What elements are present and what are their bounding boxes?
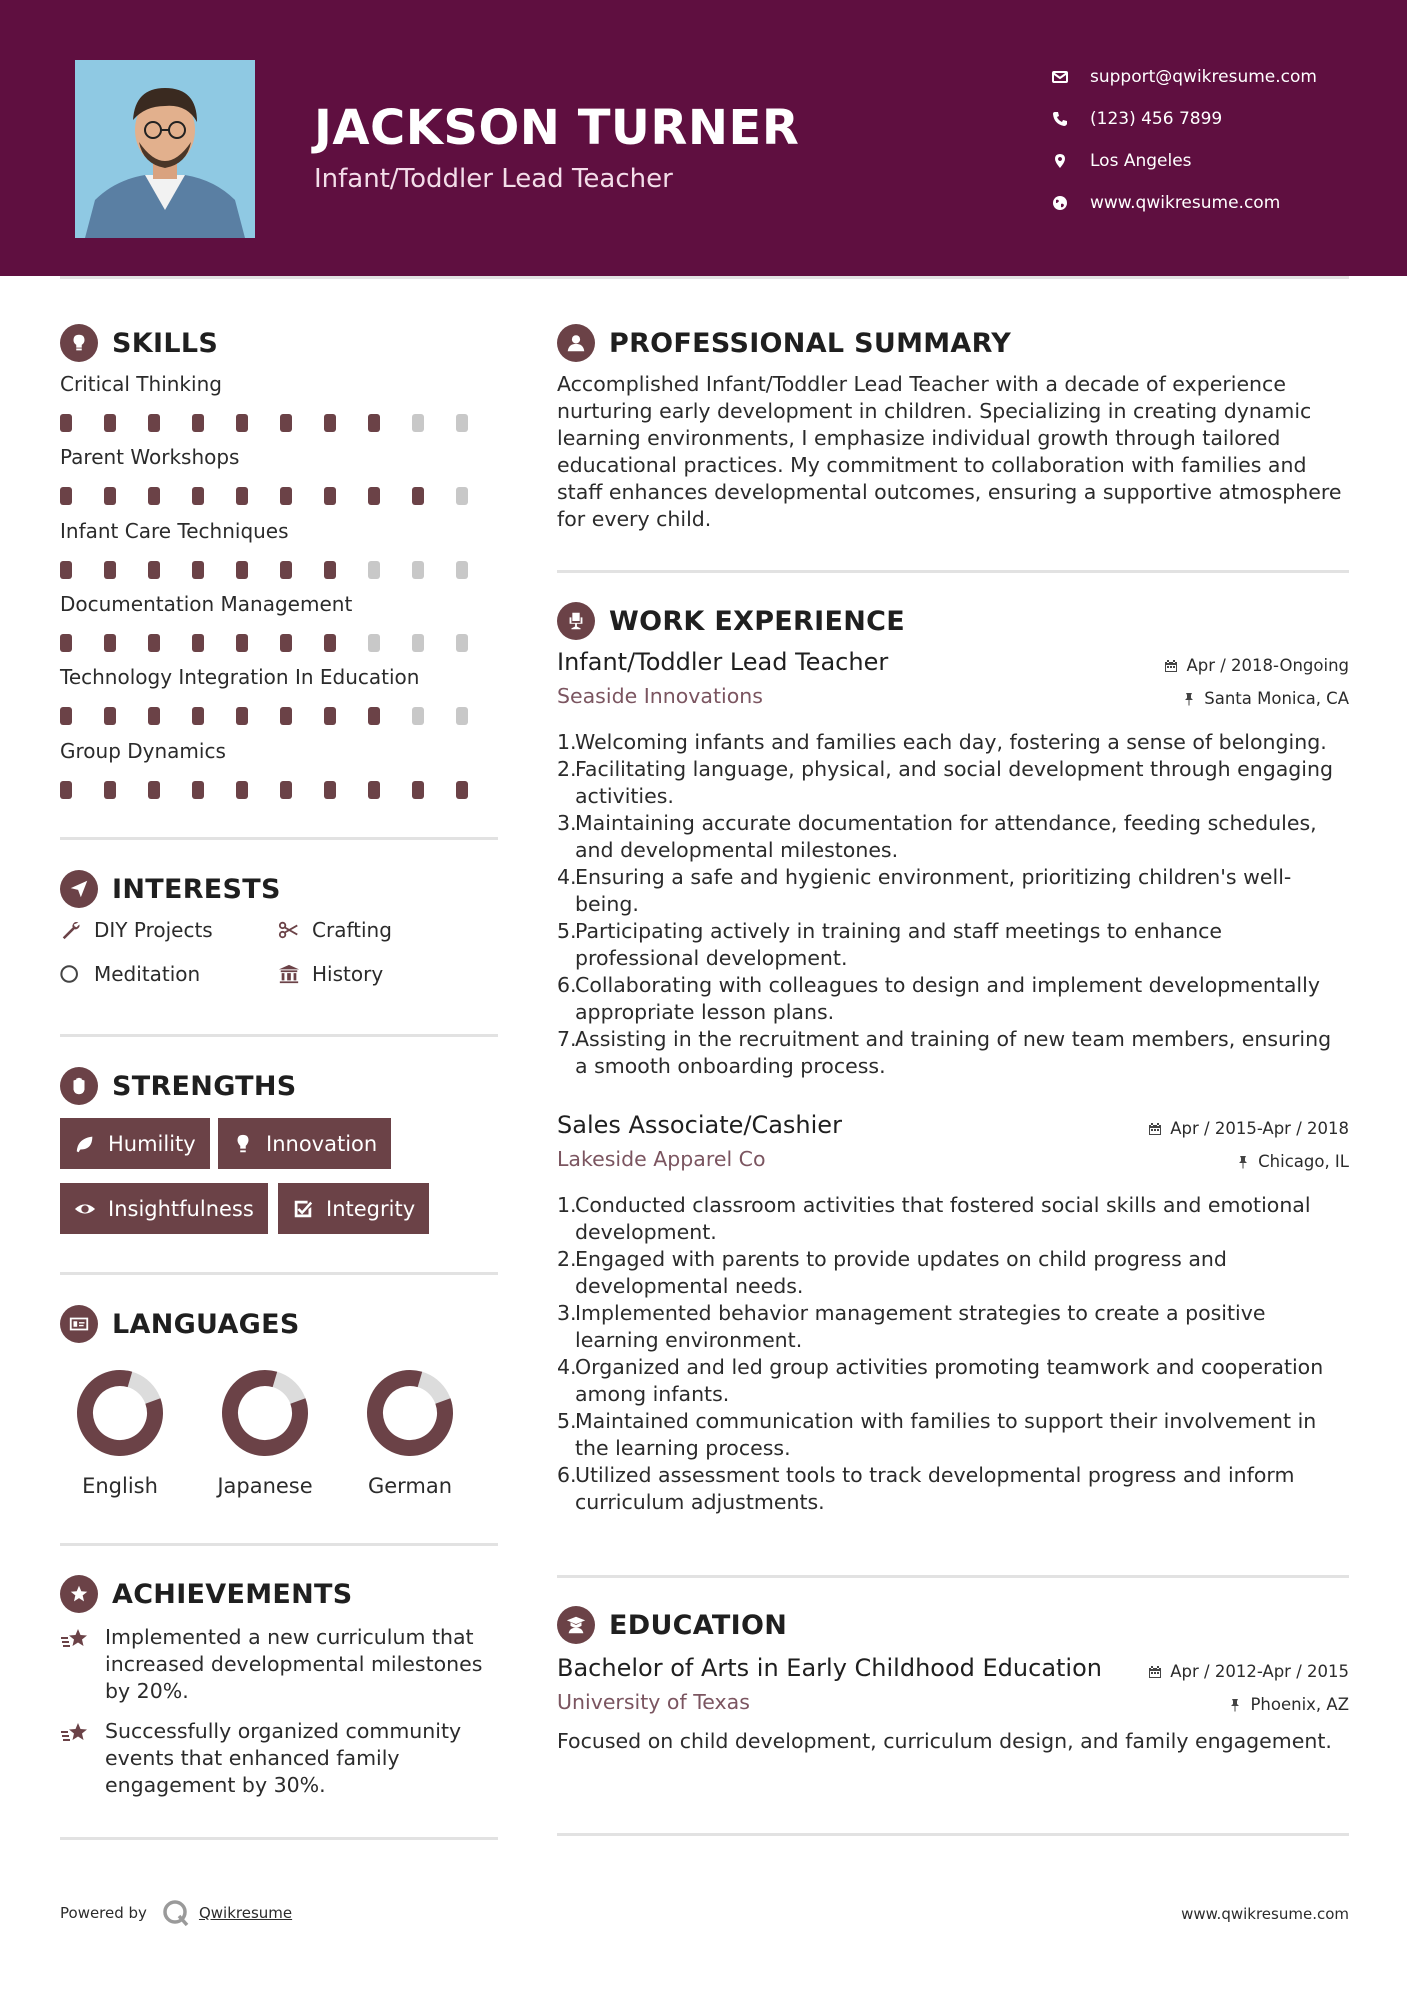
skill-rating-dot — [148, 707, 160, 725]
skill-name: Critical Thinking — [60, 372, 222, 396]
job-entry — [557, 648, 1349, 708]
job-entry — [557, 1111, 1349, 1171]
strengths-heading: STRENGTHS — [60, 1067, 297, 1105]
language-gauge-fill — [365, 1368, 455, 1458]
skill-rating-dot — [192, 487, 204, 505]
duty-item — [557, 1354, 1349, 1408]
job-role: Sales Associate/Cashier — [557, 1111, 842, 1139]
skill-name: Documentation Management — [60, 591, 353, 616]
skill-rating-dot — [324, 634, 336, 652]
skill-rating-dot — [236, 414, 248, 432]
duty-item — [557, 810, 1349, 864]
circle-icon — [60, 963, 94, 985]
skill-rating-dot — [148, 414, 160, 432]
candidate-name: JACKSON TURNER — [314, 100, 800, 156]
language-item — [350, 1368, 470, 1498]
skill-rating-dot — [456, 414, 468, 432]
skill-rating-dot — [280, 707, 292, 725]
strength-chip: Humility — [60, 1118, 210, 1169]
qwikresume-logo-icon — [161, 1898, 191, 1928]
phone-icon — [1052, 109, 1090, 129]
shooting-star-icon — [60, 1624, 105, 1705]
pushpin-icon — [1228, 1698, 1242, 1712]
duty-item — [557, 1246, 1349, 1300]
pushpin-icon — [1236, 1155, 1250, 1169]
duty-number: 3. — [557, 811, 577, 835]
scissors-icon — [278, 919, 312, 941]
education-entry — [557, 1654, 1349, 1714]
skill-rating-dot — [148, 634, 160, 652]
skill-rating-dot — [236, 561, 248, 579]
duty-number: 6. — [557, 1463, 577, 1487]
resume-header — [0, 0, 1407, 276]
skill-rating-dot — [324, 561, 336, 579]
education-description: Focused on child development, curriculum design, and family engagement. — [557, 1729, 1332, 1753]
skill-rating-dot — [236, 781, 248, 799]
skill-name: Group Dynamics — [60, 738, 226, 763]
skill-item — [60, 739, 500, 799]
skill-rating-dot — [104, 414, 116, 432]
globe-icon — [1052, 193, 1090, 213]
duty-number: 7. — [557, 1027, 577, 1051]
language-gauge-fill — [220, 1368, 310, 1458]
contact-phone[interactable] — [1052, 98, 1317, 140]
skill-rating-dot — [368, 414, 380, 432]
skill-rating — [60, 707, 500, 725]
duty-number: 2. — [557, 1247, 577, 1271]
duty-item — [557, 864, 1349, 918]
skill-item — [60, 445, 500, 505]
skill-rating-dot — [148, 561, 160, 579]
language-name: German — [367, 1474, 453, 1498]
divider — [557, 1575, 1349, 1578]
leaf-icon — [74, 1133, 96, 1155]
skill-rating-dot — [60, 707, 72, 725]
duty-text: Collaborating with colleagues to design and implement developmentally appropriate lesson plans. — [575, 973, 1320, 1024]
divider — [60, 1837, 498, 1840]
language-name: English — [82, 1474, 158, 1498]
shooting-star-icon — [60, 1718, 105, 1799]
language-gauge — [365, 1368, 455, 1458]
star-badge-icon — [60, 1575, 98, 1613]
contact-location — [1052, 140, 1317, 182]
contact-location-text: Los Angeles — [1090, 151, 1192, 171]
calendar-icon — [1148, 1122, 1162, 1136]
skills-heading: SKILLS — [60, 324, 218, 362]
job-location: Santa Monica, CA — [1182, 689, 1349, 708]
duty-item — [557, 756, 1349, 810]
skill-rating-dot — [412, 781, 424, 799]
office-chair-icon — [557, 602, 595, 640]
skill-rating-dot — [456, 781, 468, 799]
duty-text: Implemented behavior management strategies to create a positive learning environment. — [575, 1301, 1266, 1352]
experience-heading: WORK EXPERIENCE — [557, 602, 905, 640]
skill-rating-dot — [324, 707, 336, 725]
skill-rating-dot — [456, 487, 468, 505]
skill-rating-dot — [412, 634, 424, 652]
skill-rating-dot — [104, 781, 116, 799]
map-pin-icon — [1052, 151, 1090, 171]
skill-rating-dot — [60, 561, 72, 579]
skill-rating-dot — [60, 414, 72, 432]
divider — [60, 1543, 498, 1546]
duty-item — [557, 918, 1349, 972]
graduate-icon — [557, 1606, 595, 1644]
duty-text: Participating actively in training and staff meetings to enhance professional development. — [575, 919, 1223, 970]
skill-item — [60, 519, 500, 579]
skill-rating-dot — [324, 487, 336, 505]
divider — [60, 1272, 498, 1275]
duty-number: 5. — [557, 919, 577, 943]
skill-rating-dot — [456, 634, 468, 652]
skill-item — [60, 372, 500, 432]
language-gauge — [220, 1368, 310, 1458]
duty-number: 4. — [557, 865, 577, 889]
skill-rating-dot — [456, 707, 468, 725]
skill-name: Technology Integration In Education — [60, 665, 420, 690]
id-card-icon — [60, 1305, 98, 1343]
skill-rating-dot — [412, 487, 424, 505]
interest-item: Crafting — [278, 918, 392, 942]
interest-item: History — [278, 962, 383, 986]
duty-text: Maintained communication with families to support their involvement in the learning process. — [575, 1409, 1317, 1460]
skill-rating-dot — [236, 487, 248, 505]
job-dates: Apr / 2015-Apr / 2018 — [1148, 1119, 1349, 1138]
check-square-icon — [292, 1198, 314, 1220]
strength-chip: Integrity — [278, 1183, 429, 1234]
duty-number: 2. — [557, 757, 577, 781]
achievement-item: Successfully organized community events that enhanced family engagement by 30%. — [60, 1718, 500, 1799]
skill-rating — [60, 634, 500, 652]
language-name: Japanese — [217, 1474, 313, 1498]
duty-number: 5. — [557, 1409, 577, 1433]
skill-rating-dot — [368, 634, 380, 652]
skill-rating-dot — [412, 561, 424, 579]
education-dates: Apr / 2012-Apr / 2015 — [1148, 1662, 1349, 1681]
degree: Bachelor of Arts in Early Childhood Education — [557, 1654, 1102, 1682]
duty-number: 6. — [557, 973, 577, 997]
job-company: Seaside Innovations — [557, 684, 763, 708]
contact-email[interactable] — [1052, 56, 1317, 98]
footer-website[interactable]: www.qwikresume.com — [1181, 1905, 1349, 1923]
user-icon — [557, 324, 595, 362]
calendar-icon — [1164, 659, 1178, 673]
skill-rating-dot — [192, 561, 204, 579]
skill-rating-dot — [368, 707, 380, 725]
duty-text: Engaged with parents to provide updates on child progress and developmental needs. — [575, 1247, 1227, 1298]
job-company: Lakeside Apparel Co — [557, 1147, 766, 1171]
duty-item — [557, 1300, 1349, 1354]
skill-rating-dot — [192, 707, 204, 725]
skill-rating-dot — [60, 634, 72, 652]
duty-item — [557, 1192, 1349, 1246]
header-divider — [60, 276, 1349, 279]
duty-text: Welcoming infants and families each day, fostering a sense of belonging. — [575, 730, 1327, 754]
paper-plane-icon — [60, 870, 98, 908]
lightbulb-icon — [232, 1133, 254, 1155]
divider — [557, 1833, 1349, 1836]
divider — [60, 1034, 498, 1037]
fist-icon — [60, 1067, 98, 1105]
wrench-icon — [60, 919, 94, 941]
contact-email-text: support@qwikresume.com — [1090, 67, 1317, 87]
envelope-icon — [1052, 67, 1090, 87]
language-gauge-fill — [75, 1368, 165, 1458]
profile-photo — [75, 60, 255, 238]
skill-rating-dot — [368, 561, 380, 579]
interest-item: DIY Projects — [60, 918, 213, 942]
duty-item — [557, 1408, 1349, 1462]
skill-rating-dot — [104, 487, 116, 505]
skill-rating-dot — [280, 781, 292, 799]
education-location: Phoenix, AZ — [1228, 1695, 1349, 1714]
calendar-icon — [1148, 1665, 1162, 1679]
duty-text: Assisting in the recruitment and training of new team members, ensuring a smooth onboarding process. — [575, 1027, 1332, 1078]
skill-name: Infant Care Techniques — [60, 518, 289, 543]
divider — [557, 570, 1349, 573]
skill-rating-dot — [324, 781, 336, 799]
eye-icon — [74, 1198, 96, 1220]
museum-icon — [278, 963, 312, 985]
skill-rating-dot — [104, 561, 116, 579]
skill-rating — [60, 414, 500, 432]
strength-chip: Innovation — [218, 1118, 391, 1169]
skill-rating-dot — [236, 707, 248, 725]
skill-rating-dot — [368, 781, 380, 799]
skill-item — [60, 592, 500, 652]
job-role: Infant/Toddler Lead Teacher — [557, 648, 889, 676]
summary-text: Accomplished Infant/Toddler Lead Teacher with a decade of experience nurturing early development in children. Specializing in creating dynamic learning environments, I emphasize individual growth through tailored educational practices. My commitment to collaboration with families and staff enhances developmental outcomes, ensuring a supportive atmosphere for every child. — [557, 372, 1342, 531]
skill-rating-dot — [104, 634, 116, 652]
job-duties — [557, 1192, 1349, 1516]
duty-item — [557, 729, 1349, 756]
contact-phone-text: (123) 456 7899 — [1090, 109, 1223, 129]
skill-rating — [60, 561, 500, 579]
skill-rating-dot — [192, 414, 204, 432]
skill-rating-dot — [280, 634, 292, 652]
language-gauge — [75, 1368, 165, 1458]
duty-item — [557, 1026, 1349, 1080]
duty-text: Conducted classroom activities that fostered social skills and emotional development. — [575, 1193, 1311, 1244]
contact-website-text: www.qwikresume.com — [1090, 193, 1281, 213]
strength-chip: Insightfulness — [60, 1183, 268, 1234]
skill-rating-dot — [412, 414, 424, 432]
divider — [60, 837, 498, 840]
job-dates: Apr / 2018-Ongoing — [1164, 656, 1349, 675]
duty-number: 3. — [557, 1301, 577, 1325]
duty-item — [557, 1462, 1349, 1516]
skill-rating-dot — [60, 487, 72, 505]
skill-rating-dot — [104, 707, 116, 725]
skill-rating-dot — [412, 707, 424, 725]
skill-rating — [60, 781, 500, 799]
duty-text: Facilitating language, physical, and social development through engaging activities. — [575, 757, 1333, 808]
interests-heading: INTERESTS — [60, 870, 281, 908]
job-location: Chicago, IL — [1236, 1152, 1349, 1171]
skill-rating-dot — [368, 487, 380, 505]
pushpin-icon — [1182, 692, 1196, 706]
skill-rating-dot — [324, 414, 336, 432]
summary-heading: PROFESSIONAL SUMMARY — [557, 324, 1011, 362]
candidate-title: Infant/Toddler Lead Teacher — [314, 164, 673, 194]
duty-text: Ensuring a safe and hygienic environment, prioritizing children's well-being. — [575, 865, 1292, 916]
duty-text: Organized and led group activities promoting teamwork and cooperation among infants. — [575, 1355, 1324, 1406]
interest-item: Meditation — [60, 962, 200, 986]
skill-item — [60, 665, 500, 725]
skill-rating-dot — [280, 414, 292, 432]
skill-name: Parent Workshops — [60, 445, 240, 470]
language-item — [60, 1368, 180, 1498]
skill-rating-dot — [236, 634, 248, 652]
skill-rating-dot — [148, 487, 160, 505]
duty-text: Maintaining accurate documentation for attendance, feeding schedules, and developmental milestones. — [575, 811, 1317, 862]
skill-rating-dot — [456, 561, 468, 579]
qwikresume-link[interactable]: Qwikresume — [198, 1904, 293, 1922]
languages-heading: LANGUAGES — [60, 1305, 300, 1343]
language-item — [205, 1368, 325, 1498]
skill-rating-dot — [148, 781, 160, 799]
contact-website[interactable] — [1052, 182, 1317, 224]
achievements-heading: ACHIEVEMENTS — [60, 1575, 353, 1613]
education-heading: EDUCATION — [557, 1606, 787, 1644]
duty-number: 1. — [557, 730, 577, 754]
job-duties — [557, 729, 1349, 1080]
duty-number: 4. — [557, 1355, 577, 1379]
duty-number: 1. — [557, 1193, 577, 1217]
skill-rating-dot — [280, 487, 292, 505]
skill-rating-dot — [60, 781, 72, 799]
skill-rating-dot — [192, 781, 204, 799]
skill-rating-dot — [280, 561, 292, 579]
achievement-item: Implemented a new curriculum that increased developmental milestones by 20%. — [60, 1624, 500, 1705]
school: University of Texas — [557, 1690, 750, 1714]
skill-rating — [60, 487, 500, 505]
lightbulb-icon — [60, 324, 98, 362]
contact-info — [1052, 56, 1317, 224]
duty-text: Utilized assessment tools to track developmental progress and inform curriculum adjustments. — [575, 1463, 1295, 1514]
powered-by: Powered by Qwikresume — [60, 1898, 292, 1928]
skill-rating-dot — [192, 634, 204, 652]
duty-item — [557, 972, 1349, 1026]
